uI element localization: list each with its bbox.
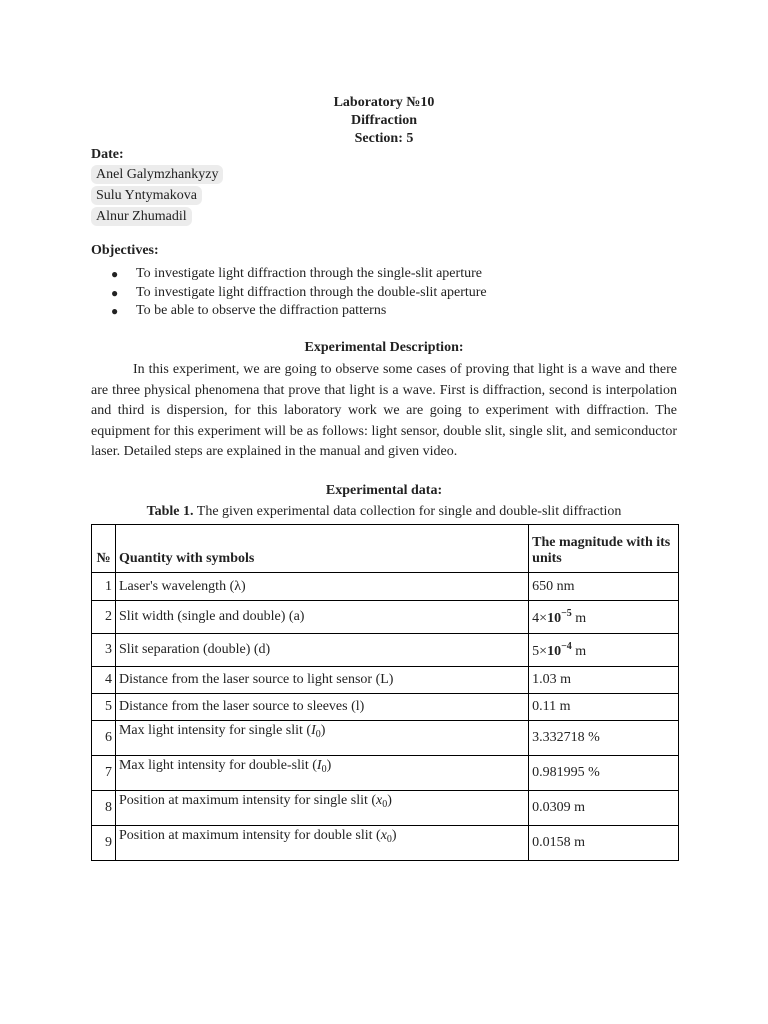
row-quantity: Laser's wavelength (λ) [115,573,528,601]
value-unit: m [571,643,587,659]
row-number: 7 [92,756,116,791]
row-number: 2 [92,601,116,634]
experimental-description-text [91,360,677,463]
quantity-text: Max light intensity for double-slit ( [118,758,317,773]
table-row [92,721,679,756]
title-block [0,94,768,148]
table-row [92,826,679,861]
row-quantity: Slit width (single and double) (a) [115,601,528,634]
table-caption-label: Table 1. [146,504,194,519]
quantity-close: ) [391,828,397,843]
quantity-text: Position at maximum intensity for double slit ( [118,828,381,843]
lab-topic: Diffraction [350,113,418,128]
value-mantissa: 4× [532,610,548,626]
row-value: 0.981995 % [529,756,679,791]
quantity-symbol: x [376,793,383,808]
row-number: 3 [92,634,116,667]
quantity-subscript: 0 [315,729,321,740]
table-row [92,667,679,694]
objective-text: To investigate light diffraction through the double-slit aperture [136,284,487,300]
quantity-symbol: I [316,758,322,773]
quantity-text: Position at maximum intensity for single slit ( [118,793,377,808]
value-unit: m [571,610,587,626]
row-quantity [115,826,528,861]
bullet-icon: ● [111,285,119,300]
experimental-data-heading: Experimental data: [325,483,443,498]
row-value: 0.0309 m [529,791,679,826]
row-quantity: Slit separation (double) (d) [115,634,528,667]
column-header-magnitude: The magnitude with its units [529,525,679,573]
experimental-description-heading: Experimental Description: [304,340,464,355]
row-value: 3.332718 % [529,721,679,756]
quantity-close: ) [387,793,392,808]
row-quantity [115,791,528,826]
table-caption [0,504,768,520]
author-chip[interactable]: Sulu Yntymakova [91,186,202,205]
list-item [111,302,487,321]
quantity-subscript: 0 [386,834,392,845]
objectives-heading: Objectives: [91,243,159,258]
quantity-close: ) [326,758,332,773]
row-number: 4 [92,667,116,694]
objective-text: To investigate light diffraction through the single-slit aperture [136,266,482,281]
table-row [92,694,679,721]
row-quantity: Distance from the laser source to sleeves (l) [115,694,528,721]
row-value: 1.03 m [529,667,679,694]
bullet-icon: ● [111,267,119,281]
table-row [92,573,679,601]
lab-section: Section: 5 [354,131,414,146]
table-row [92,791,679,826]
quantity-close: ) [320,723,326,738]
value-base: 10 [547,610,562,626]
lab-title: Laboratory №10 [333,95,435,110]
value-base: 10 [547,643,562,659]
table-header-row [92,525,679,573]
list-item [111,265,487,284]
table-row [92,756,679,791]
quantity-subscript: 0 [382,799,388,810]
value-exponent: −5 [561,607,572,619]
row-number: 6 [92,721,116,756]
row-quantity [115,756,528,791]
quantity-subscript: 0 [321,764,327,775]
row-value: 0.11 m [529,694,679,721]
bullet-icon: ● [111,304,119,318]
value-mantissa: 5× [532,643,548,659]
row-value: 650 nm [529,573,679,601]
row-number: 1 [92,573,116,601]
objectives-list [111,265,487,321]
date-label: Date: [91,147,124,162]
quantity-text: Max light intensity for single slit ( [118,723,312,738]
table-row [92,601,679,634]
row-number: 5 [92,694,116,721]
row-value [529,601,679,634]
column-header-quantity: Quantity with symbols [115,525,528,573]
list-item [111,284,487,303]
quantity-symbol: x [380,828,387,843]
row-number: 9 [92,826,116,861]
value-exponent: −4 [561,640,572,652]
row-quantity: Distance from the laser source to light sensor (L) [115,667,528,694]
row-number: 8 [92,791,116,826]
column-header-number: № [92,525,116,573]
data-table [91,524,679,861]
table-row [92,634,679,667]
author-list [91,165,223,228]
objective-text: To be able to observe the diffraction patterns [136,303,387,318]
author-chip[interactable]: Anel Galymzhankyzy [91,165,223,184]
row-value [529,634,679,667]
quantity-symbol: I [311,723,316,738]
table-caption-text: The given experimental data collection for single and double-slit diffraction [193,504,622,519]
row-quantity [115,721,528,756]
row-value: 0.0158 m [529,826,679,861]
experimental-description-body: In this experiment, we are going to observe some cases of proving that light is a wave and there are three physical phenomena that prove that light is a wave. First is diffraction, second is interpolation and third is dispersion, for this laboratory work we are going to experiment with diffraction. The equipment for this experiment will be as follows: light sensor, double slit, single slit, and semiconductor laser. Detailed steps are explained in the manual and given video. [91,362,677,459]
author-chip[interactable]: Alnur Zhumadil [91,207,192,226]
